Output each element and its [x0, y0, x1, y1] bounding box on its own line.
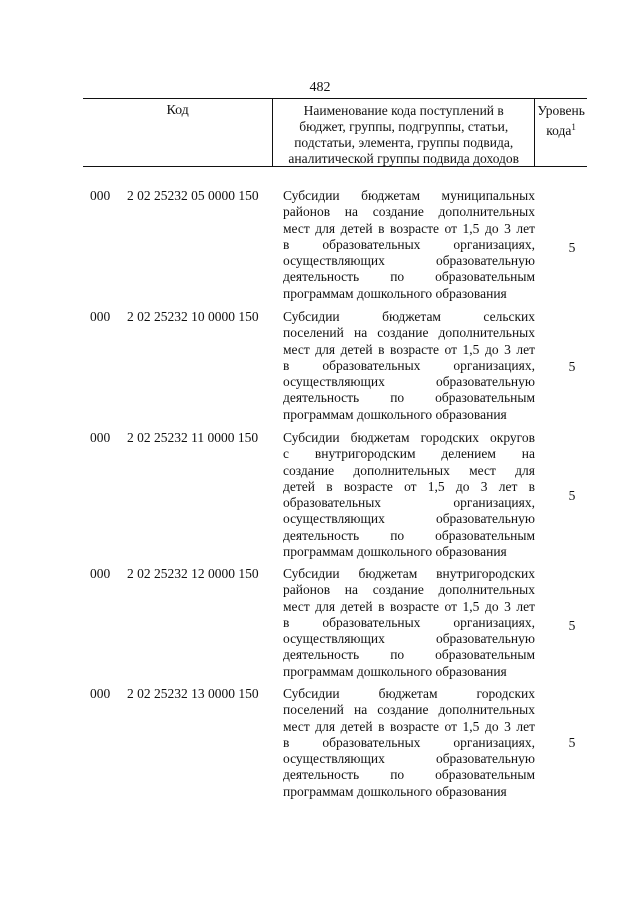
- code-level: 5: [568, 618, 576, 633]
- revenue-name-line: поселений на создание дополнительных: [283, 702, 535, 718]
- header-name: [273, 99, 535, 166]
- revenue-name: [283, 430, 535, 560]
- revenue-name-line: в образовательных организациях,: [283, 734, 535, 750]
- revenue-name-line: в образовательных организациях,: [283, 357, 535, 373]
- code-level: 5: [568, 488, 576, 503]
- admin-code: 000: [90, 188, 111, 203]
- revenue-name-line: мест для детей в возрасте от 1,5 до 3 лет: [283, 718, 535, 734]
- admin-code: 000: [90, 430, 111, 445]
- revenue-name-line: осуществляющих образовательную: [283, 374, 535, 390]
- revenue-name: [283, 188, 535, 302]
- revenue-name-line: Субсидии бюджетам сельских: [283, 309, 535, 324]
- header-level-line: Уровень: [537, 103, 585, 118]
- header-level-line: [535, 119, 587, 139]
- revenue-name-line: осуществляющих образовательную: [283, 751, 535, 767]
- revenue-name-line: поселений на создание дополнительных: [283, 325, 535, 341]
- revenue-name-line: программам дошкольного образования: [283, 406, 507, 422]
- revenue-name-line: деятельность по образовательным: [283, 269, 535, 285]
- revenue-name-line: в образовательных организациях,: [283, 236, 535, 252]
- revenue-name: [283, 309, 535, 423]
- revenue-name-line: Субсидии бюджетам городских округов: [283, 430, 535, 445]
- revenue-name-line: осуществляющих образовательную: [283, 511, 535, 527]
- revenue-name-line: с внутригородским делением на: [283, 446, 535, 462]
- revenue-name-line: Субсидии бюджетам внутригородских: [283, 566, 535, 581]
- revenue-name-line: районов на создание дополнительных: [283, 582, 535, 598]
- revenue-name-line: детей в возрасте от 1,5 до 3 лет в: [283, 478, 535, 494]
- revenue-name-line: деятельность по образовательным: [283, 647, 535, 663]
- revenue-code: 2 02 25232 05 0000 150: [127, 188, 259, 203]
- revenue-name-line: образовательных организациях,: [283, 495, 535, 511]
- header-level: [535, 99, 587, 166]
- revenue-name: [283, 566, 535, 680]
- revenue-code: 2 02 25232 12 0000 150: [127, 566, 259, 581]
- footnote-marker: 1: [571, 122, 576, 132]
- header-code: Код: [83, 99, 273, 166]
- revenue-name-line: осуществляющих образовательную: [283, 631, 535, 647]
- revenue-name-line: программам дошкольного образования: [283, 285, 507, 301]
- code-level: 5: [568, 359, 576, 374]
- revenue-name-line: мест для детей в возрасте от 1,5 до 3 лет: [283, 341, 535, 357]
- revenue-name-line: создание дополнительных мест для: [283, 462, 535, 478]
- revenue-name-line: программам дошкольного образования: [283, 544, 507, 560]
- admin-code: 000: [90, 566, 111, 581]
- revenue-name-line: деятельность по образовательным: [283, 767, 535, 783]
- revenue-name-line: Субсидии бюджетам городских: [283, 686, 535, 701]
- revenue-name-line: программам дошкольного образования: [283, 783, 507, 799]
- revenue-name-line: деятельность по образовательным: [283, 527, 535, 543]
- revenue-code: 2 02 25232 11 0000 150: [127, 430, 259, 445]
- revenue-name: [283, 686, 535, 800]
- revenue-name-line: деятельность по образовательным: [283, 390, 535, 406]
- header-name-line: бюджет, группы, подгруппы, статьи,: [299, 119, 509, 134]
- code-level: 5: [568, 735, 576, 750]
- revenue-name-line: в образовательных организациях,: [283, 614, 535, 630]
- code-level: 5: [568, 240, 576, 255]
- admin-code: 000: [90, 686, 111, 701]
- header-level-word: кода: [546, 123, 572, 138]
- header-name-line: аналитической группы подвида доходов: [288, 151, 520, 166]
- table-header: [83, 98, 587, 167]
- revenue-code: 2 02 25232 13 0000 150: [127, 686, 259, 701]
- page-number: 482: [309, 80, 331, 95]
- revenue-name-line: мест для детей в возрасте от 1,5 до 3 лет: [283, 220, 535, 236]
- header-name-line: подстатьи, элемента, группы подвида,: [294, 135, 514, 150]
- revenue-name-line: мест для детей в возрасте от 1,5 до 3 лет: [283, 598, 535, 614]
- revenue-name-line: Субсидии бюджетам муниципальных: [283, 188, 535, 203]
- revenue-name-line: программам дошкольного образования: [283, 663, 507, 679]
- revenue-name-line: районов на создание дополнительных: [283, 204, 535, 220]
- header-name-line: Наименование кода поступлений в: [303, 103, 504, 118]
- revenue-name-line: осуществляющих образовательную: [283, 253, 535, 269]
- revenue-code: 2 02 25232 10 0000 150: [127, 309, 259, 324]
- admin-code: 000: [90, 309, 111, 324]
